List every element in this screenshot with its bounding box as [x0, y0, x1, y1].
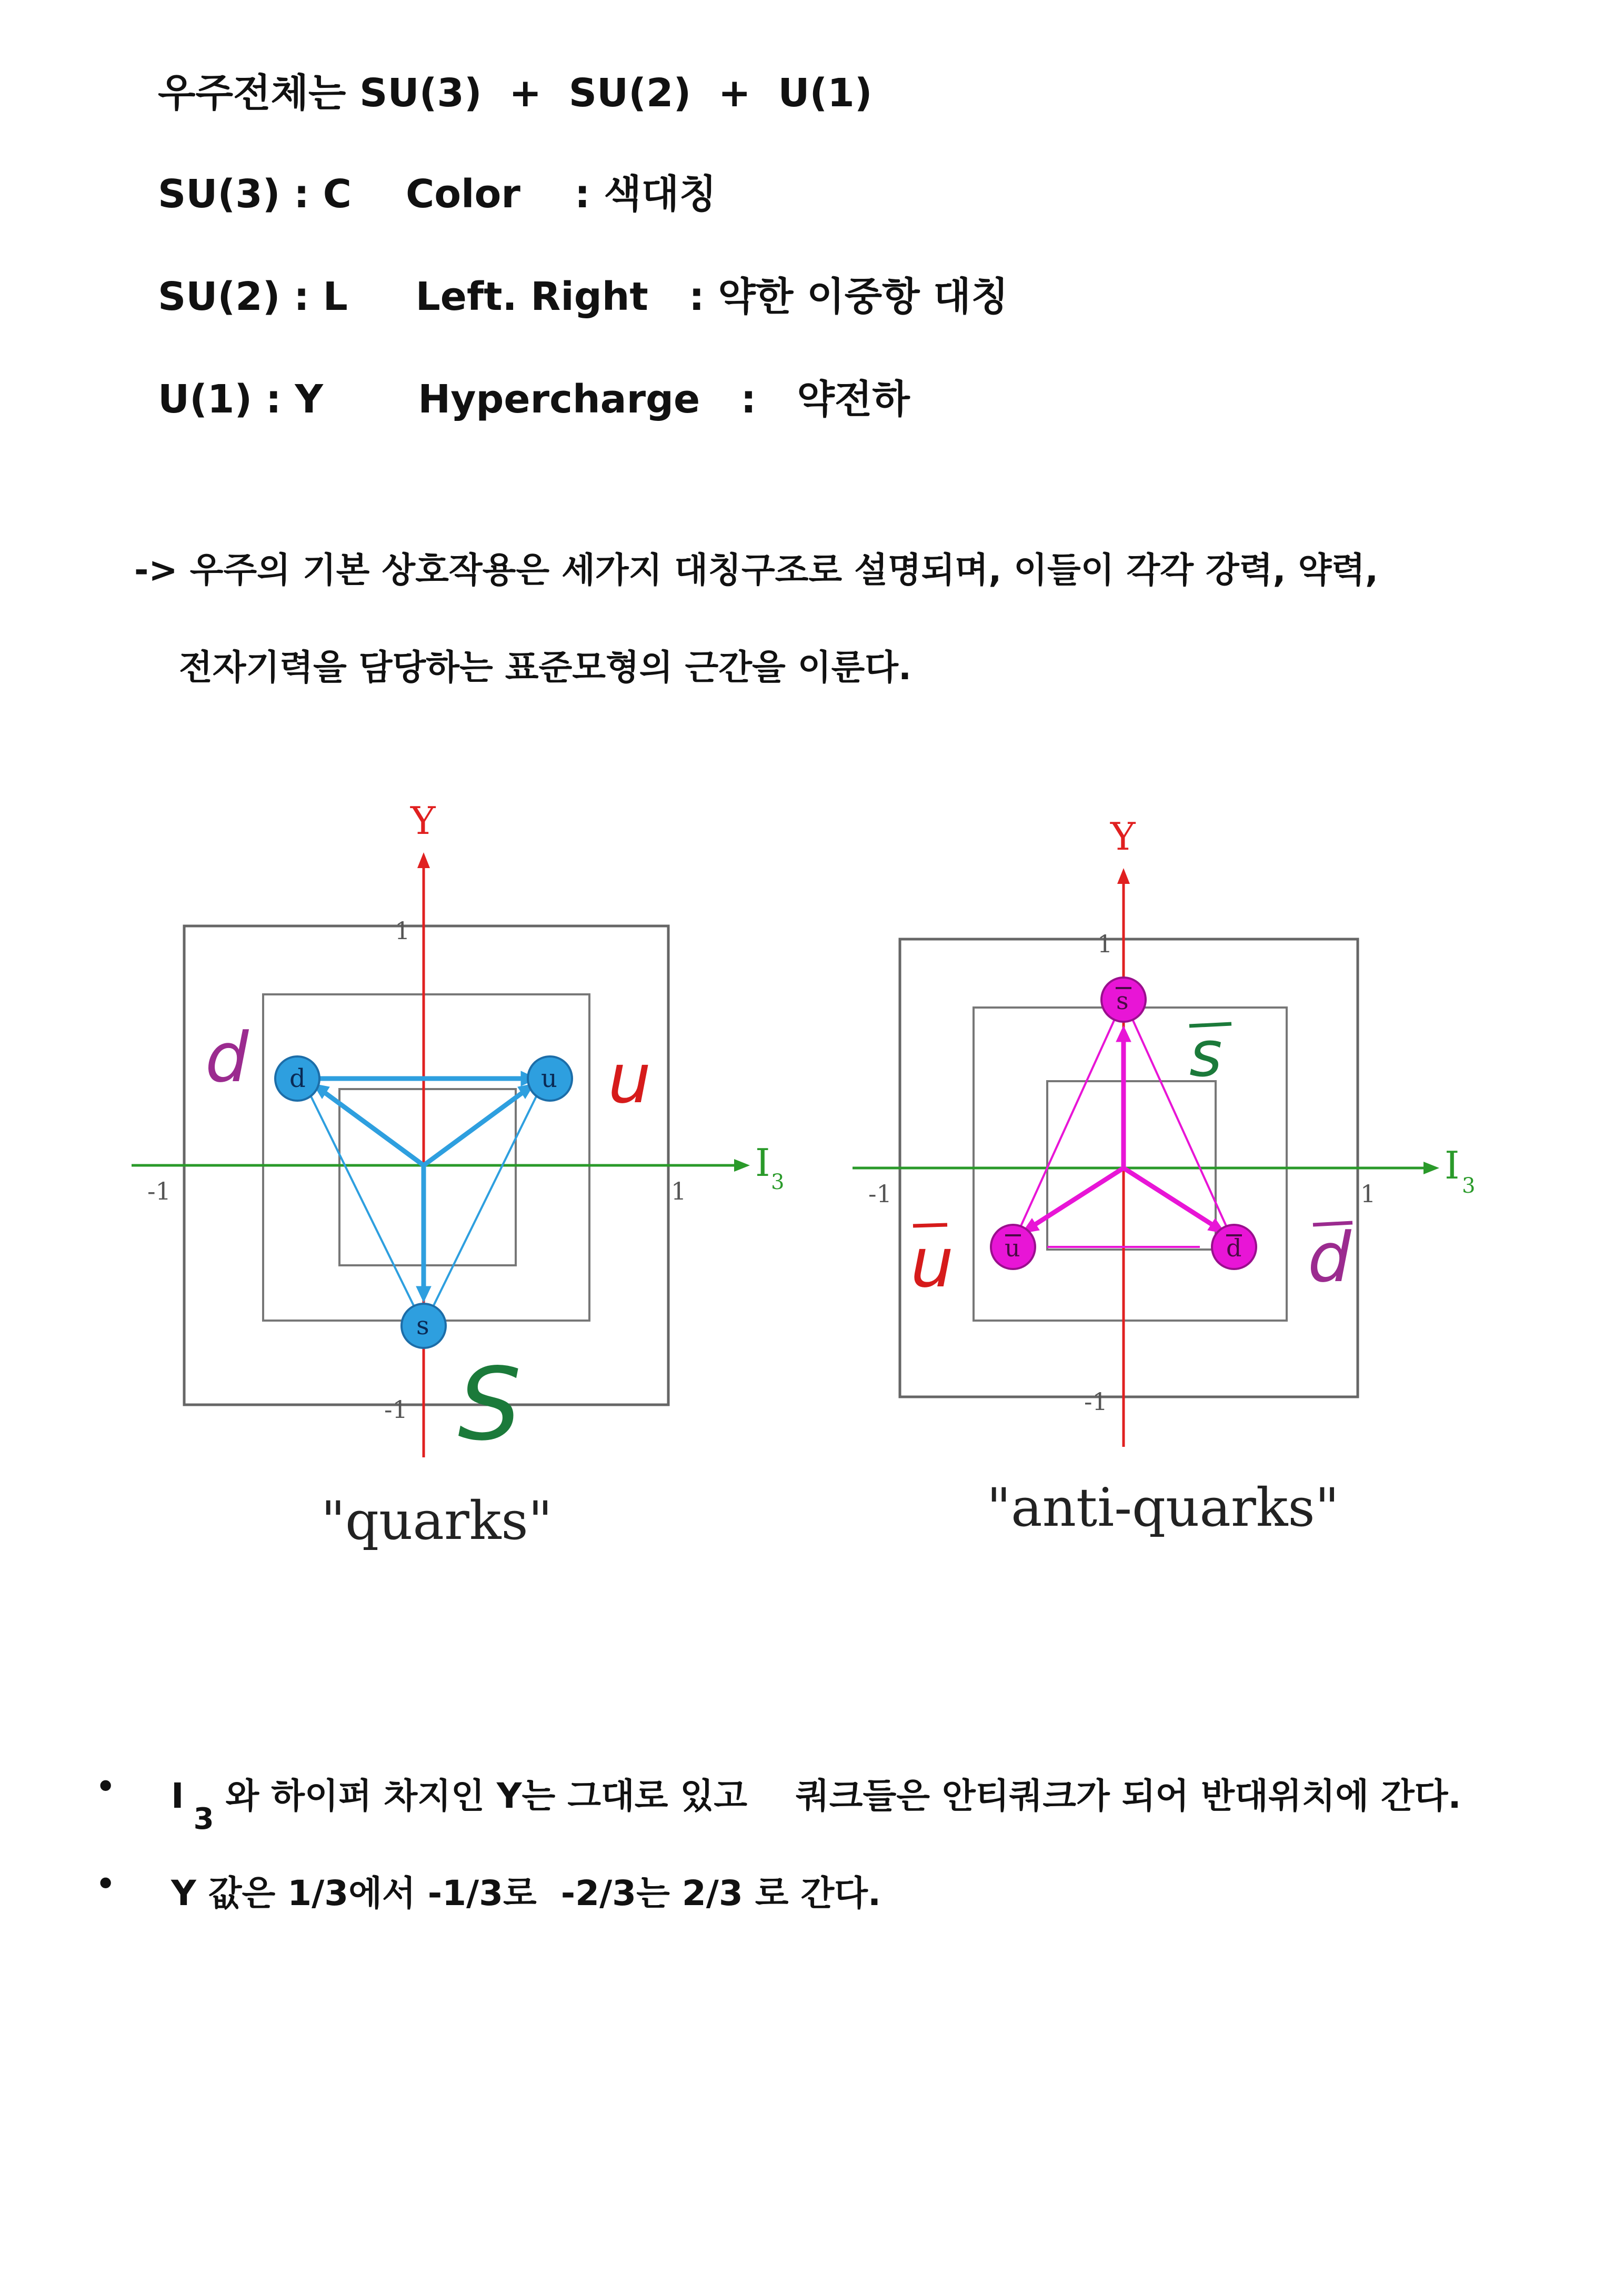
bullet-text-1 [171, 1768, 1461, 1836]
quarks-y-axis-label: Y [410, 799, 436, 843]
paragraph-line-2: 전자기력을 담당하는 표준모형의 근간을 이룬다. [179, 647, 912, 688]
su3-line: SU(3) : C Color : 색대칭 [158, 172, 717, 217]
hand-d: d [205, 1018, 249, 1097]
quarks-x-axis-sub: 3 [771, 1170, 785, 1194]
su2-line: SU(2) : L Left. Right : 약한 이중항 대칭 [158, 274, 1009, 319]
anti-tick-x-neg: -1 [868, 1180, 892, 1208]
anti-y-axis-label: Y [1110, 814, 1136, 859]
anti-node-s-label: s [1116, 986, 1129, 1015]
bullet-text-2: Y 값은 1/3에서 -1/3로 -2/3는 2/3 로 간다. [171, 1873, 881, 1914]
bullet-1-rest: 와 하이퍼 차지인 Y는 그대로 있고 쿼크들은 안티쿼크가 되어 반대위치에 간다. [225, 1776, 1461, 1816]
bullet-1-sub: 3 [193, 1802, 214, 1836]
antiquarks-diagram [853, 773, 1521, 1573]
hand-s: S [458, 1346, 522, 1463]
quarks-tick-x-pos: 1 [671, 1177, 687, 1205]
quarks-tick-y-pos: 1 [395, 917, 410, 945]
hand-anti-s: s [1189, 1018, 1222, 1091]
paragraph-line-1: -> 우주의 기본 상호작용은 세가지 대칭구조로 설명되며, 이들이 각각 강력, 약력, [134, 550, 1379, 590]
title-line: 우주전체는 SU(3) + SU(2) + U(1) [158, 71, 873, 116]
anti-tick-y-neg: -1 [1084, 1387, 1108, 1416]
anti-tick-y-pos: 1 [1097, 930, 1113, 958]
bullet-marker-2: • [95, 1862, 117, 1906]
quarks-caption: "quarks" [321, 1490, 553, 1552]
u1-line: U(1) : Y Hypercharge : 약전하 [158, 377, 910, 422]
quarks-tick-x-neg: -1 [147, 1177, 171, 1205]
anti-node-d-label: d [1226, 1234, 1242, 1262]
anti-x-axis-sub: 3 [1462, 1174, 1476, 1198]
antiquarks-caption: "anti-quarks" [987, 1477, 1339, 1538]
quark-node-s-label: s [416, 1311, 429, 1341]
bullet-1-i: I [171, 1776, 184, 1816]
anti-x-axis-label: I [1445, 1143, 1460, 1187]
anti-tick-x-pos: 1 [1360, 1180, 1376, 1208]
quark-node-u-label: u [541, 1064, 557, 1093]
quarks-tick-y-neg: -1 [384, 1395, 408, 1424]
quark-node-d-label: d [289, 1064, 306, 1093]
bullet-marker-1: • [95, 1765, 117, 1808]
anti-node-u-label: u [1005, 1234, 1020, 1262]
hand-anti-d: d [1308, 1217, 1351, 1297]
quarks-diagram [126, 773, 789, 1584]
hand-u: u [608, 1039, 651, 1119]
hand-anti-u: u [910, 1223, 954, 1303]
quarks-x-axis-label: I [755, 1141, 770, 1185]
